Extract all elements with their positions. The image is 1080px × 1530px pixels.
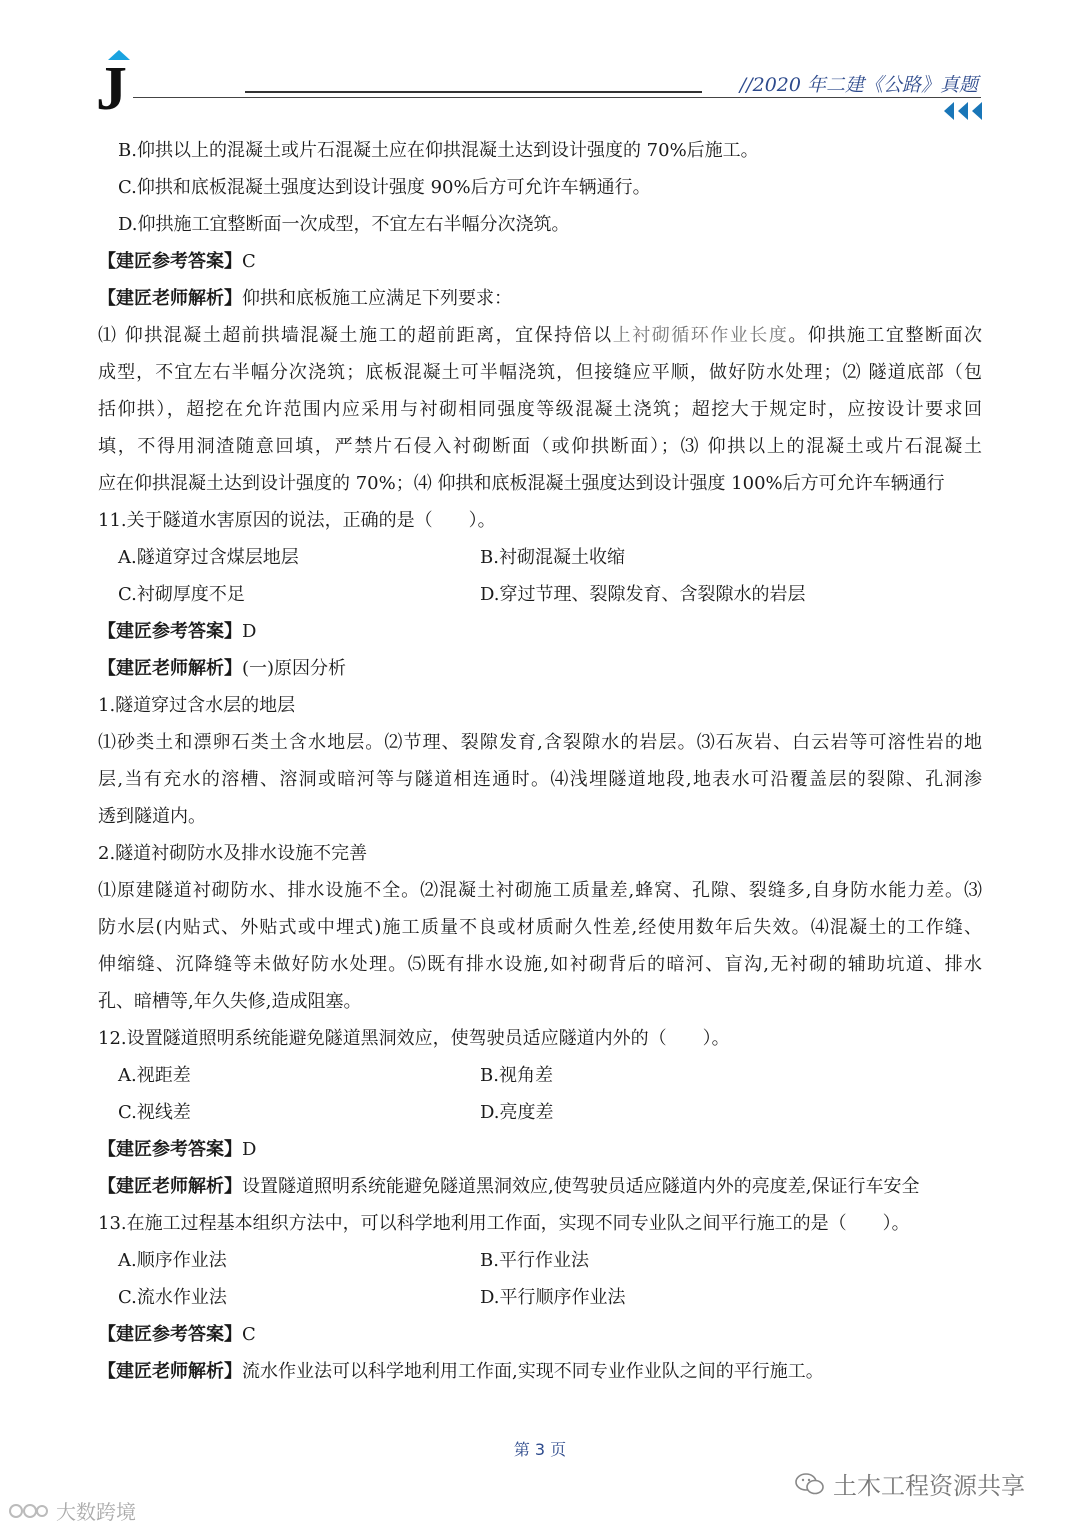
paragraph-line: 应在仰拱混凝土达到设计强度的 70%；⑷ 仰拱和底板混凝土强度达到设计强度 100%后方可允许车辆通行 xyxy=(98,473,945,494)
q12-option-c: C.视线差 xyxy=(118,1102,191,1123)
explanation-line xyxy=(98,280,982,317)
answer-label: 【建匠参考答案】 xyxy=(98,251,242,272)
header-title: //2020 年二建《公路》真题 xyxy=(739,74,978,96)
option-b: B.仰拱以上的混凝土或片石混凝土应在仰拱混凝土达到设计强度的 70%后施工。 xyxy=(118,140,759,161)
answer-value: C xyxy=(242,251,256,272)
paragraph-line: 透到隧道内。 xyxy=(98,806,206,827)
q11-option-c: C.衬砌厚度不足 xyxy=(118,584,245,605)
triangle-left-icon xyxy=(958,102,968,120)
explanation-paragraph xyxy=(98,724,982,835)
question-12: 12.设置隧道照明系统能避免隧道黑洞效应，使驾驶员适应隧道内外的（ ）。 xyxy=(98,1028,730,1049)
answer-value: C xyxy=(242,1324,256,1345)
answer-label: 【建匠参考答案】 xyxy=(98,1139,242,1160)
watermark-logo-icon xyxy=(8,1501,50,1521)
grey-text: 上衬砌循环作业长度 xyxy=(612,325,789,346)
page-number: 第 3 页 xyxy=(513,1440,567,1459)
answer-label: 【建匠参考答案】 xyxy=(98,621,242,642)
logo: J xyxy=(96,55,127,123)
text-span: ⑴ 仰拱混凝土超前拱墙混凝土施工的超前距离，宜保持倍以 xyxy=(98,325,613,346)
wechat-icon xyxy=(795,1472,825,1496)
explanation-text: 设置隧道照明系统能避免隧道黑洞效应,使驾驶员适应隧道内外的亮度差,保证行车安全 xyxy=(242,1176,920,1197)
watermark-text: 土木工程资源共享 xyxy=(833,1472,1025,1500)
q11-option-b: B.衬砌混凝土收缩 xyxy=(480,547,625,568)
paragraph-line: 括仰拱），超挖在允许范围内应采用与衬砌相同强度等级混凝土浇筑；超挖大于规定时，应按设计要求回 xyxy=(98,399,982,420)
subheading: 1.隧道穿过含水层的地层 xyxy=(98,695,296,716)
text-span: 。仰拱施工宜整断面次 xyxy=(788,325,982,346)
q11-option-d: D.穿过节理、裂隙发育、含裂隙水的岩层 xyxy=(480,584,806,605)
q13-option-b: B.平行作业法 xyxy=(480,1250,589,1271)
subheading: 2.隧道衬砌防水及排水设施不完善 xyxy=(98,843,368,864)
answer-line xyxy=(98,1316,982,1353)
watermark-left xyxy=(8,1496,136,1525)
answer-line xyxy=(98,613,982,650)
paragraph-line: ⑴砂类土和漂卵石类土含水地层。⑵节理、裂隙发育,含裂隙水的岩层。⑶石灰岩、白云岩等可溶性岩的地 xyxy=(98,732,982,753)
explanation-label: 【建匠老师解析】 xyxy=(98,1176,242,1197)
explanation-label: 【建匠老师解析】 xyxy=(98,658,242,679)
paragraph-line: 层,当有充水的溶槽、溶洞或暗河等与隧道相连通时。⑷浅埋隧道地段,地表水可沿覆盖层的裂隙、孔洞渗 xyxy=(98,769,982,790)
q12-option-b: B.视角差 xyxy=(480,1065,553,1086)
paragraph-line: 成型，不宜左右半幅分次浇筑；底板混凝土可半幅浇筑，但接缝应平顺，做好防水处理；⑵ 隧道底部（包 xyxy=(98,362,982,383)
q12-option-d: D.亮度差 xyxy=(480,1102,554,1123)
explanation-text: 流水作业法可以科学地利用工作面,实现不同专业作业队之间的平行施工。 xyxy=(242,1361,824,1382)
explanation-label: 【建匠老师解析】 xyxy=(98,288,242,309)
paragraph-line: 防水层(内贴式、外贴式或中埋式)施工质量不良或材质耐久性差,经使用数年后失效。⑷混凝土的工作缝、 xyxy=(98,917,982,938)
watermark-right xyxy=(795,1466,1025,1501)
question-13: 13.在施工过程基本组织方法中，可以科学地利用工作面，实现不同专业队之间平行施工的是（ ）。 xyxy=(98,1213,910,1234)
header-arrows-icon xyxy=(944,102,982,120)
paragraph-line: ⑴原建隧道衬砌防水、排水设施不全。⑵混凝土衬砌施工质量差,蜂窝、孔隙、裂缝多,自身防水能力差。⑶ xyxy=(98,880,982,901)
paragraph-line: 填，不得用洞渣随意回填，严禁片石侵入衬砌断面（或仰拱断面）；⑶ 仰拱以上的混凝土或片石混凝土 xyxy=(98,436,982,457)
explanation-paragraph xyxy=(98,872,982,1020)
q13-option-a: A.顺序作业法 xyxy=(118,1250,227,1271)
option-c: C.仰拱和底板混凝土强度达到设计强度 90%后方可允许车辆通行。 xyxy=(118,177,651,198)
explanation-line xyxy=(98,1353,982,1390)
triangle-left-icon xyxy=(944,102,954,120)
answer-line xyxy=(98,243,982,280)
answer-value: D xyxy=(242,621,257,642)
explanation-line xyxy=(98,650,982,687)
paragraph-line: 孔、暗槽等,年久失修,造成阻塞。 xyxy=(98,991,362,1012)
answer-value: D xyxy=(242,1139,257,1160)
q13-option-c: C.流水作业法 xyxy=(118,1287,227,1308)
header-rule-thick xyxy=(245,91,702,93)
header-rule xyxy=(133,97,981,98)
explanation-text: 仰拱和底板施工应满足下列要求： xyxy=(242,288,512,309)
paragraph-line xyxy=(98,317,982,354)
triangle-left-icon xyxy=(972,102,982,120)
answer-line xyxy=(98,1131,982,1168)
explanation-paragraph xyxy=(98,317,982,502)
watermark-text: 大数跨境 xyxy=(56,1500,136,1524)
explanation-label: 【建匠老师解析】 xyxy=(98,1361,242,1382)
paragraph-line: 伸缩缝、沉降缝等未做好防水处理。⑸既有排水设施,如衬砌背后的暗河、盲沟,无衬砌的辅助坑道、排水 xyxy=(98,954,982,975)
question-11: 11.关于隧道水害原因的说法，正确的是（ ）。 xyxy=(98,510,496,531)
q12-option-a: A.视距差 xyxy=(118,1065,191,1086)
option-d: D.仰拱施工宜整断面一次成型，不宜左右半幅分次浇筑。 xyxy=(118,214,570,235)
explanation-line xyxy=(98,1168,982,1205)
answer-label: 【建匠参考答案】 xyxy=(98,1324,242,1345)
q13-option-d: D.平行顺序作业法 xyxy=(480,1287,626,1308)
explanation-text: (一)原因分析 xyxy=(242,658,347,679)
q11-option-a: A.隧道穿过含煤层地层 xyxy=(118,547,299,568)
page-header xyxy=(0,0,1080,130)
